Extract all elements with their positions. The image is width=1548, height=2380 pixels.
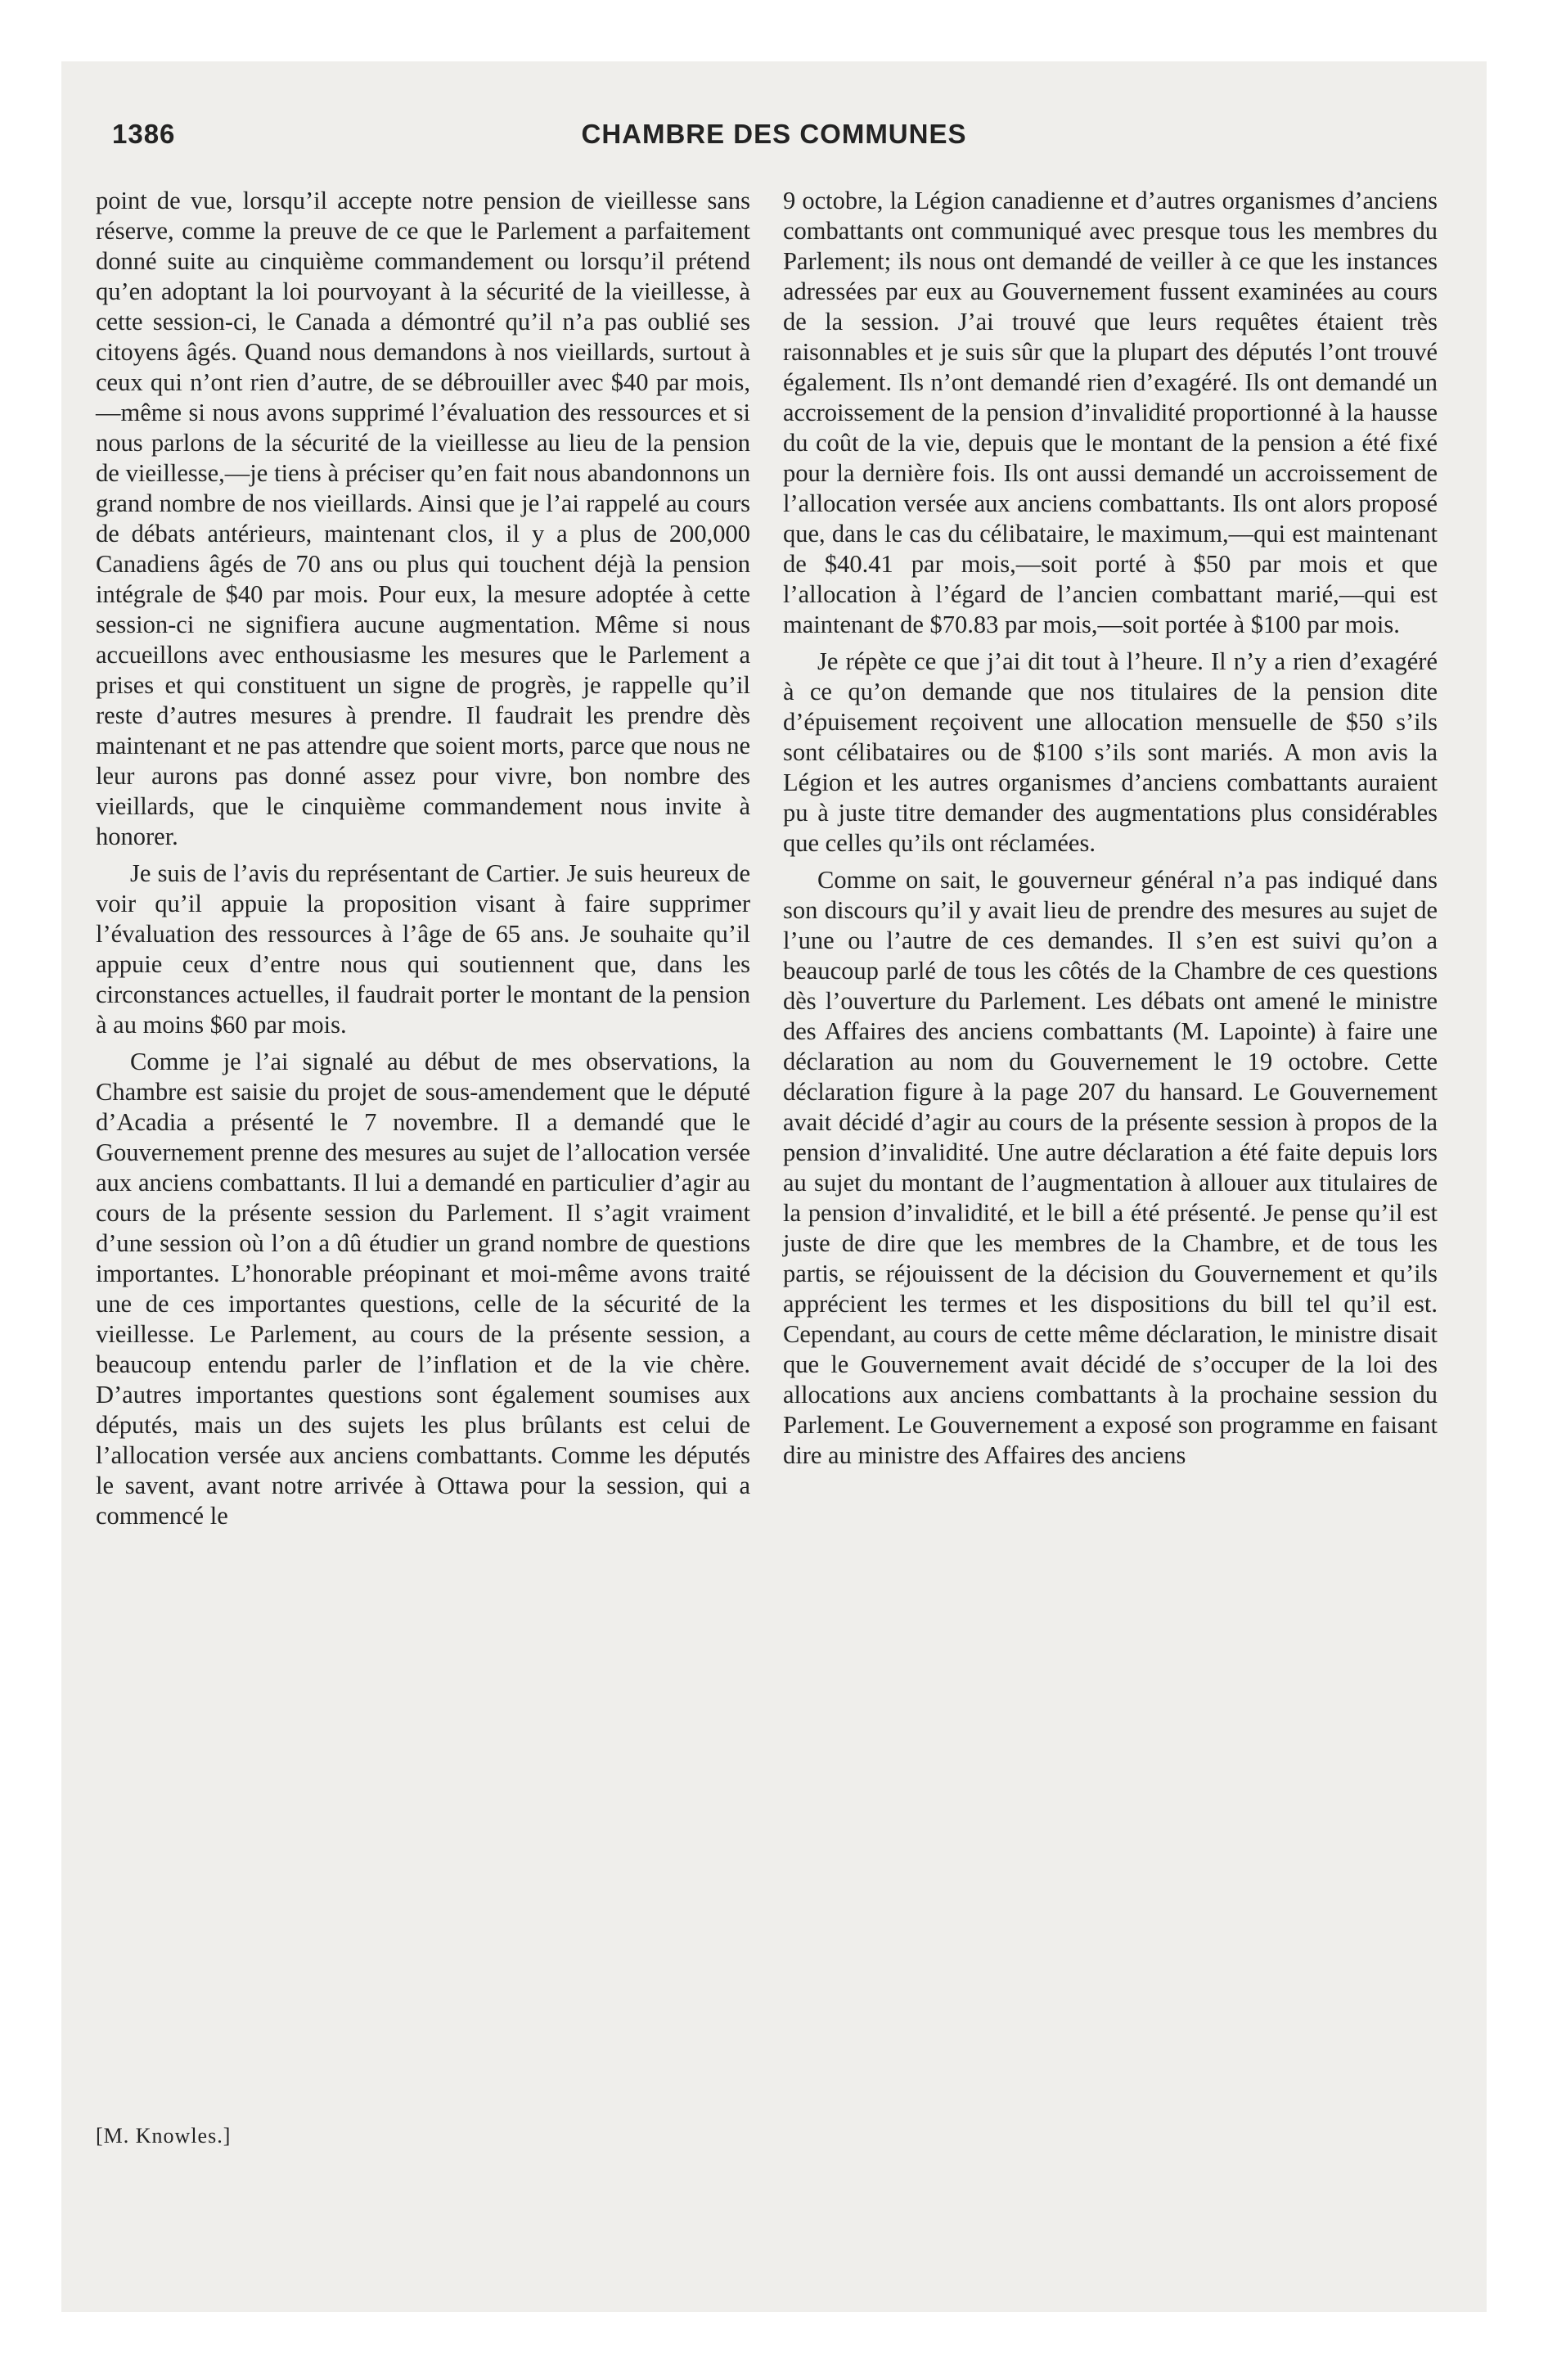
- right-paragraph-2: Je répète ce que j’ai dit tout à l’heure. Il n’y a rien d’exagéré à ce qu’on demande que nos titulaires de la pension dite d’épuisement reçoivent une allocation mensuelle de $50 s’ils sont célibataires ou de $100 s’ils sont mariés. A mon avis la Légion et les autres organismes d’anciens combattants auraient pu à juste titre demander des augmentations plus considérables que celles qu’ils ont réclamées.: [783, 647, 1438, 857]
- page-number: 1386: [112, 119, 176, 149]
- right-paragraph-1: 9 octobre, la Légion canadienne et d’autres organismes d’anciens combattants ont communiqué avec presque tous les membres du Parlement; ils nous ont demandé de veiller à ce que les instances adressées par eux au Gouvernement fussent examinées au cours de la session. J’ai trouvé que leurs requêtes étaient très raisonnables et je suis sûr que la plupart des députés l’ont trouvé également. Ils n’ont demandé rien d’exagéré. Ils ont demandé un accroissement de la pension d’invalidité proportionné à la hausse du coût de la vie, depuis que le montant de la pension a été fixé pour la dernière fois. Ils ont aussi demandé un accroissement de l’allocation versée aux anciens combattants. Ils ont alors proposé que, dans le cas du célibataire, le maximum,—qui est maintenant de $40.41 par mois,—soit porté à $50 par mois et que l’allocation à l’égard de l’ancien combattant marié,—qui est maintenant de $70.83 par mois,—soit portée à $100 par mois.: [783, 187, 1438, 638]
- running-head: CHAMBRE DES COMMUNES: [581, 119, 967, 149]
- right-column: [783, 186, 1438, 1477]
- left-column: [96, 186, 750, 1538]
- left-paragraph-3: Comme je l’ai signalé au début de mes observations, la Chambre est saisie du projet de sous-amendement que le député d’Acadia a présenté le 7 novembre. Il a demandé que le Gouvernement prenne des mesures au sujet de l’allocation versée aux anciens combattants. Il lui a demandé en particulier d’agir au cours de la présente session du Parlement. Il s’agit vraiment d’une session où l’on a dû étudier un grand nombre de questions importantes. L’honorable préopinant et moi-même avons traité une de ces importantes questions, celle de la sécurité de la vieillesse. Le Parlement, au cours de la présente session, a beaucoup entendu parler de l’inflation et de la vie chère. D’autres importantes questions sont également soumises aux députés, mais un des sujets les plus brûlants est celui de l’allocation versée aux anciens combattants. Comme les députés le savent, avant notre arrivée à Ottawa pour la session, qui a commencé le: [96, 1048, 750, 1530]
- speaker-attribution: [M. Knowles.]: [96, 2124, 232, 2148]
- left-paragraph-2: Je suis de l’avis du représentant de Cartier. Je suis heureux de voir qu’il appuie la proposition visant à faire supprimer l’évaluation des ressources à l’âge de 65 ans. Je souhaite qu’il appuie ceux d’entre nous qui soutiennent que, dans les circonstances actuelles, il faudrait porter le montant de la pension à au moins $60 par mois.: [96, 859, 750, 1039]
- left-paragraph-1: point de vue, lorsqu’il accepte notre pension de vieillesse sans réserve, comme la preuve de ce que le Parlement a parfaitement donné suite au cinquième commandement ou lorsqu’il prétend qu’en adoptant la loi pourvoyant à la sécurité de la vieillesse, à cette session-ci, le Canada a démontré qu’il n’a pas oublié ses citoyens âgés. Quand nous demandons à nos vieillards, surtout à ceux qui n’ont rien d’autre, de se débrouiller avec $40 par mois,—même si nous avons supprimé l’évaluation des ressources et si nous parlons de la sécurité de la vieillesse au lieu de la pension de vieillesse,—je tiens à préciser qu’en fait nous abandonnons un grand nombre de nos vieillards. Ainsi que je l’ai rappelé au cours de débats antérieurs, maintenant clos, il y a plus de 200,000 Canadiens âgés de 70 ans ou plus qui touchent déjà la pension intégrale de $40 par mois. Pour eux, la mesure adoptée à cette session-ci ne signifiera aucune augmentation. Même si nous accueillons avec enthousiasme les mesures que le Parlement a prises et qui constituent un signe de progrès, je rappelle qu’il reste d’autres mesures à prendre. Il faudrait les prendre dès maintenant et ne pas attendre que soient morts, parce que nous ne leur aurons pas donné assez pour vivre, bon nombre des vieillards, que le cinquième commandement nous invite à honorer.: [96, 187, 750, 850]
- right-paragraph-3: Comme on sait, le gouverneur général n’a pas indiqué dans son discours qu’il y avait lieu de prendre des mesures au sujet de l’une ou l’autre de ces demandes. Il s’en est suivi qu’on a beaucoup parlé de tous les côtés de la Chambre de ces questions dès l’ouverture du Parlement. Les débats ont amené le ministre des Affaires des anciens combattants (M. Lapointe) à faire une déclaration au nom du Gouvernement le 19 octobre. Cette déclaration figure à la page 207 du hansard. Le Gouvernement avait décidé d’agir au cours de la présente session à propos de la pension d’invalidité. Une autre déclaration a été faite depuis lors au sujet du montant de l’augmentation à allouer aux titulaires de la pension d’invalidité, et le bill a été présenté. Je pense qu’il est juste de dire que les membres de la Chambre, et de tous les partis, se réjouissent de la décision du Gouvernement et qu’ils apprécient les termes et les dispositions du bill tel qu’il est. Cependant, au cours de cette même déclaration, le ministre disait que le Gouvernement avait décidé de s’occuper de la loi des allocations aux anciens combattants à la prochaine session du Parlement. Le Gouvernement a exposé son programme en faisant dire au ministre des Affaires des anciens: [783, 866, 1438, 1469]
- hansard-page: [61, 61, 1487, 2312]
